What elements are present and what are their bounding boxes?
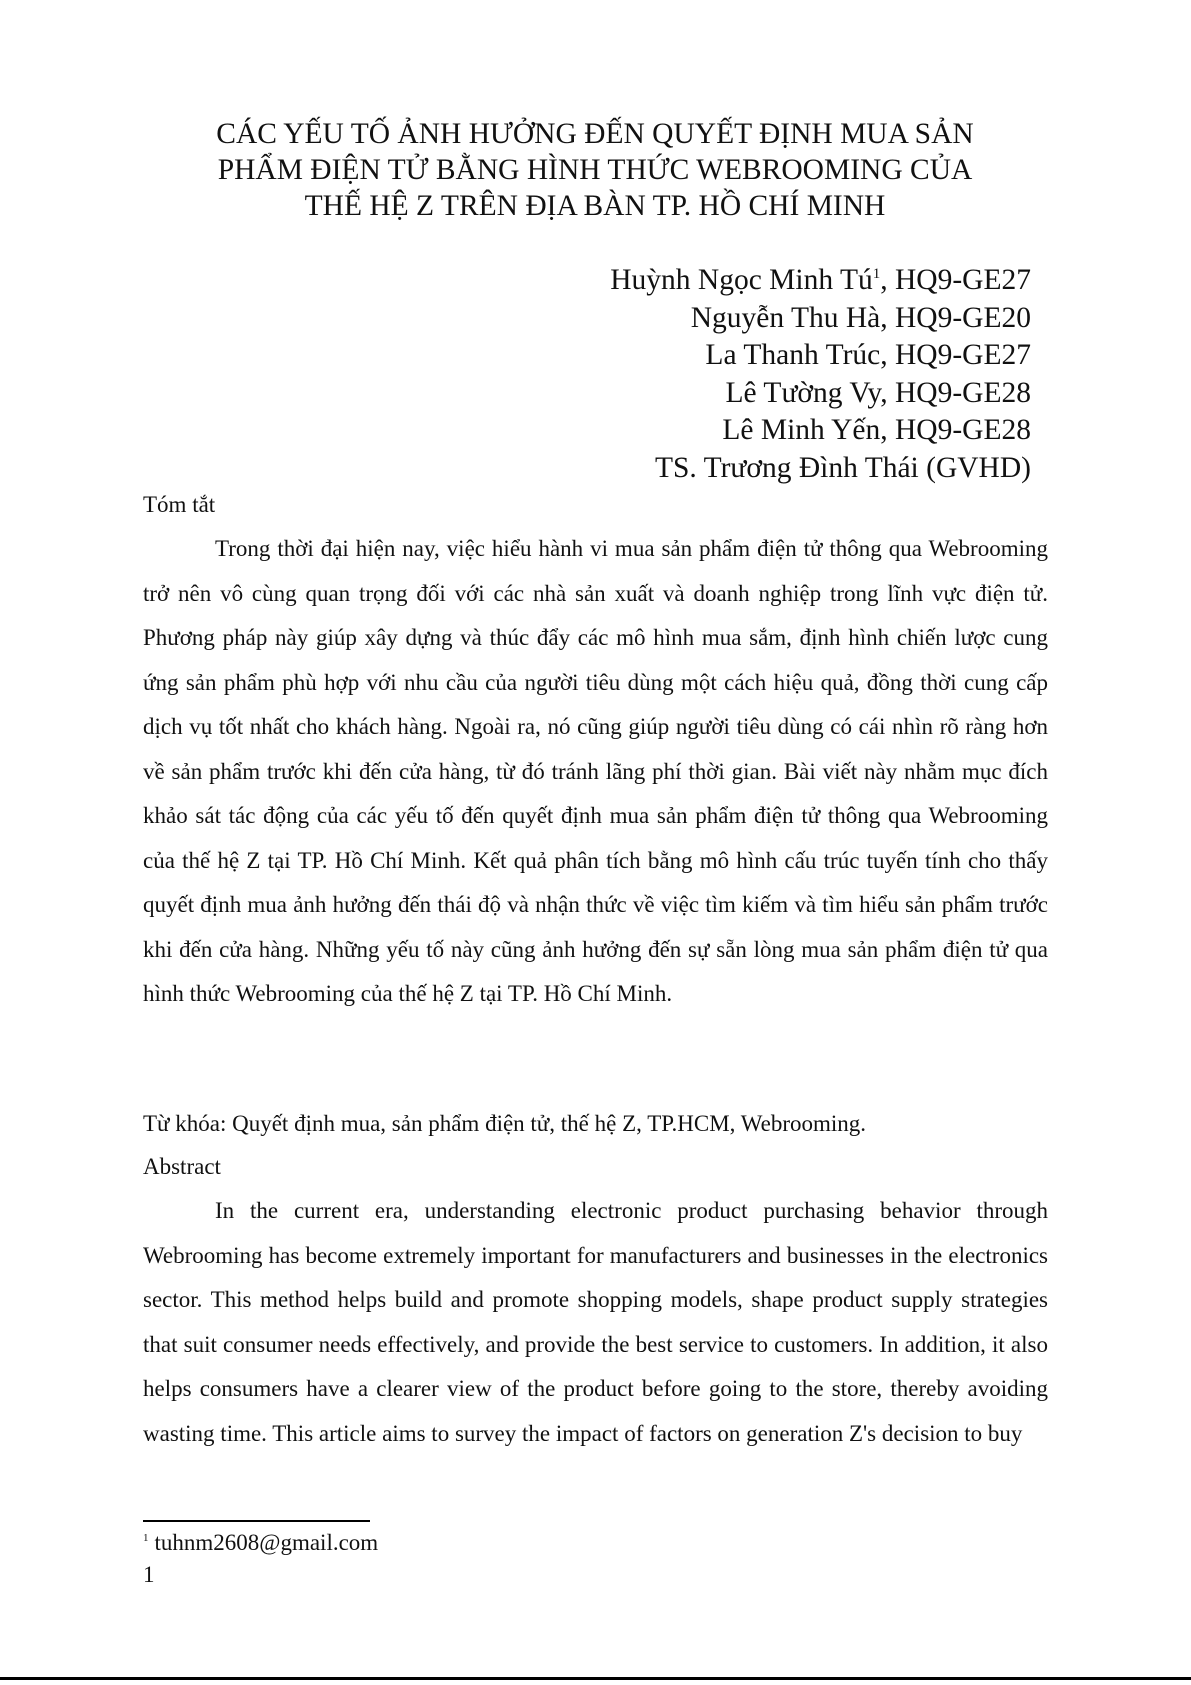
title-line-2: PHẨM ĐIỆN TỬ BẰNG HÌNH THỨC WEBROOMING CỦA — [217, 154, 973, 186]
scan-edge-divider — [0, 1677, 1191, 1680]
author-1-name: Huỳnh Ngọc Minh Tú — [610, 264, 873, 296]
footnote-number: 1 — [143, 1532, 149, 1545]
author-1-group: , HQ9-GE27 — [880, 264, 1031, 296]
keywords: Từ khóa: Quyết định mua, sản phẩm điện tử, thế hệ Z, TP.HCM, Webrooming. — [143, 1111, 867, 1136]
author-3: La Thanh Trúc, HQ9-GE27 — [705, 339, 1031, 371]
advisor: TS. Trương Đình Thái (GVHD) — [654, 451, 1031, 484]
summary-heading: Tóm tắt — [143, 492, 216, 517]
footnote — [143, 1530, 378, 1556]
footnote-email: tuhnm2608@gmail.com — [154, 1530, 379, 1555]
author-list — [610, 262, 1031, 487]
paper-title — [140, 116, 1050, 224]
title-line-1: CÁC YẾU TỐ ẢNH HƯỞNG ĐẾN QUYẾT ĐỊNH MUA SẢN — [216, 118, 974, 150]
footnote-mark: 1 — [872, 266, 881, 283]
author-2: Nguyễn Thu Hà, HQ9-GE20 — [690, 301, 1031, 334]
footnote-divider — [143, 1520, 370, 1522]
page-number: 1 — [143, 1562, 155, 1587]
abstract-paragraph: In the current era, understanding electronic product purchasing behavior through Webrooming has become extremely important for manufacturers and businesses in the electronics sector. This method helps build and promote shopping models, shape product supply strategies that suit consumer needs effectively, and provide the best service to customers. In addition, it also helps consumers have a clearer view of the product before going to the store, thereby avoiding wasting time. This article aims to survey the impact of factors on generation Z's decision to buy — [143, 1198, 1048, 1446]
abstract-heading: Abstract — [143, 1154, 221, 1179]
author-1 — [610, 262, 1031, 300]
author-4: Lê Tường Vy, HQ9-GE28 — [725, 376, 1031, 409]
title-line-3: THẾ HỆ Z TRÊN ĐỊA BÀN TP. HỒ CHÍ MINH — [304, 190, 886, 222]
author-5: Lê Minh Yến, HQ9-GE28 — [722, 414, 1031, 446]
summary-paragraph: Trong thời đại hiện nay, việc hiểu hành vi mua sản phẩm điện tử thông qua Webrooming trở nên vô cùng quan trọng đối với các nhà sản xuất và doanh nghiệp trong lĩnh vực điện tử. Phương pháp này giúp xây dựng và thúc đẩy các mô hình mua sắm, định hình chiến lược cung ứng sản phẩm phù hợp với nhu cầu của người tiêu dùng một cách hiệu quả, đồng thời cung cấp dịch vụ tốt nhất cho khách hàng. Ngoài ra, nó cũng giúp người tiêu dùng có cái nhìn rõ ràng hơn về sản phẩm trước khi đến cửa hàng, từ đó tránh lãng phí thời gian. Bài viết này nhằm mục đích khảo sát tác động của các yếu tố đến quyết định mua sản phẩm điện tử thông qua Webrooming của thế hệ Z tại TP. Hồ Chí Minh. Kết quả phân tích bằng mô hình cấu trúc tuyến tính cho thấy quyết định mua ảnh hưởng đến thái độ và nhận thức về việc tìm kiếm và tìm hiểu sản phẩm trước khi đến cửa hàng. Những yếu tố này cũng ảnh hưởng đến sự sẵn lòng mua sản phẩm điện tử qua hình thức Webrooming của thế hệ Z tại TP. Hồ Chí Minh. — [143, 536, 1048, 1006]
